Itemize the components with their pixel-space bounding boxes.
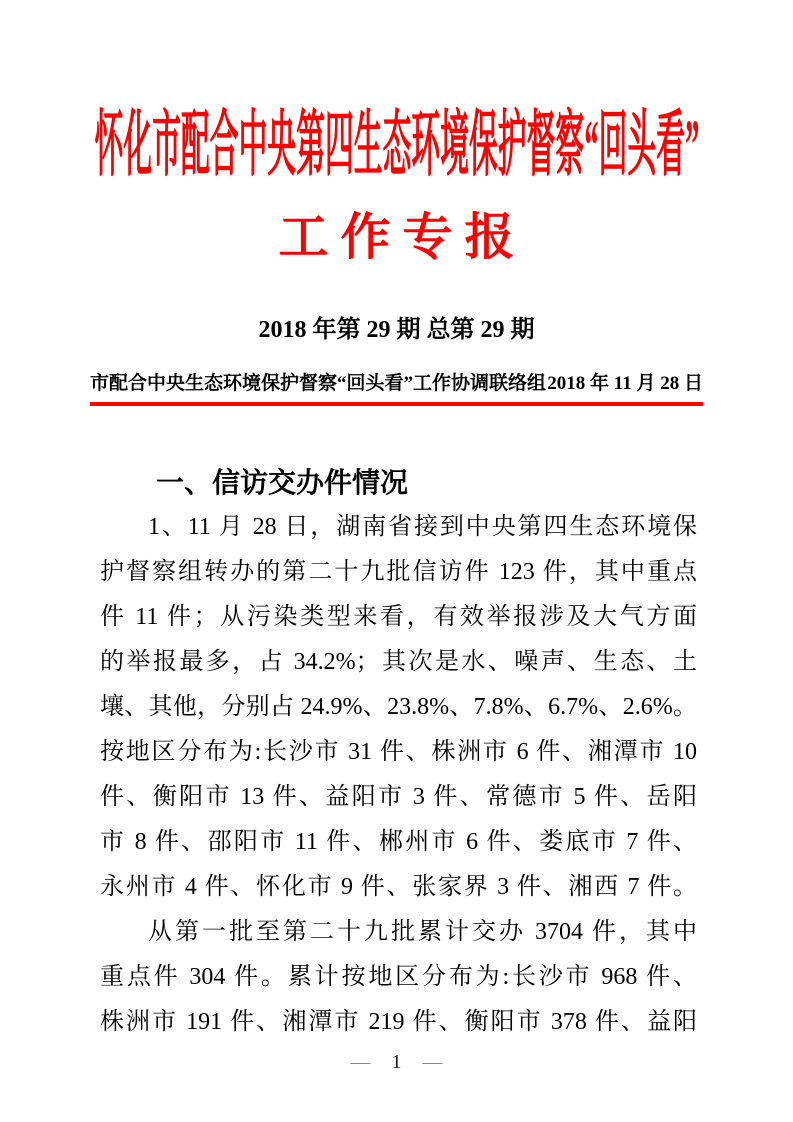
section-heading: 一、信访交办件情况 (156, 467, 409, 498)
body-line: 重点件 304 件。累计按地区分布为:长沙市 968 件、 (100, 964, 697, 990)
body-line: 件 11 件；从污染类型来看，有效举报涉及大气方面 (100, 604, 697, 630)
issue-date: 2018 年 11 月 28 日 (547, 373, 703, 394)
body-line: 株洲市 191 件、湘潭市 219 件、衡阳市 378 件、益阳 (100, 1009, 697, 1035)
issue-info: 2018 年第 29 期 总第 29 期 (258, 317, 535, 343)
document-title-line2: 工作专报 (278, 209, 527, 265)
body-line: 护督察组转办的第二十九批信访件 123 件，其中重点 (100, 559, 697, 585)
document-title-line1-text: 怀化市配合中央第四生态环境保护督察“回头看” (94, 105, 699, 185)
body-line: 1、11 月 28 日，湖南省接到中央第四生态环境保 (148, 514, 697, 540)
body-line: 的举报最多，占 34.2%；其次是水、噪声、生态、土 (100, 649, 697, 675)
body-line: 永州市 4 件、怀化市 9 件、张家界 3 件、湘西 7 件。 (100, 874, 697, 900)
body-line: 壤、其他，分别占 24.9%、23.8%、7.8%、6.7%、2.6%。 (100, 694, 697, 720)
issuing-organization: 市配合中央生态环境保护督察“回头看”工作协调联络组 (90, 373, 547, 394)
masthead-row (90, 372, 703, 396)
body-line: 按地区分布为:长沙市 31 件、株洲市 6 件、湘潭市 10 (100, 739, 697, 765)
page-footer (0, 1049, 793, 1075)
body-line: 件、衡阳市 13 件、益阳市 3 件、常德市 5 件、岳阳 (100, 784, 697, 810)
document-title-line1 (0, 104, 793, 186)
footer-dash-right: — (422, 1051, 443, 1073)
body-line: 从第一批至第二十九批累计交办 3704 件，其中 (148, 919, 697, 945)
page-number: 1 (391, 1051, 402, 1073)
red-divider-line (90, 402, 703, 406)
body-line: 市 8 件、邵阳市 11 件、郴州市 6 件、娄底市 7 件、 (100, 829, 697, 855)
footer-dash-left: — (350, 1051, 371, 1073)
document-body (100, 460, 697, 1045)
